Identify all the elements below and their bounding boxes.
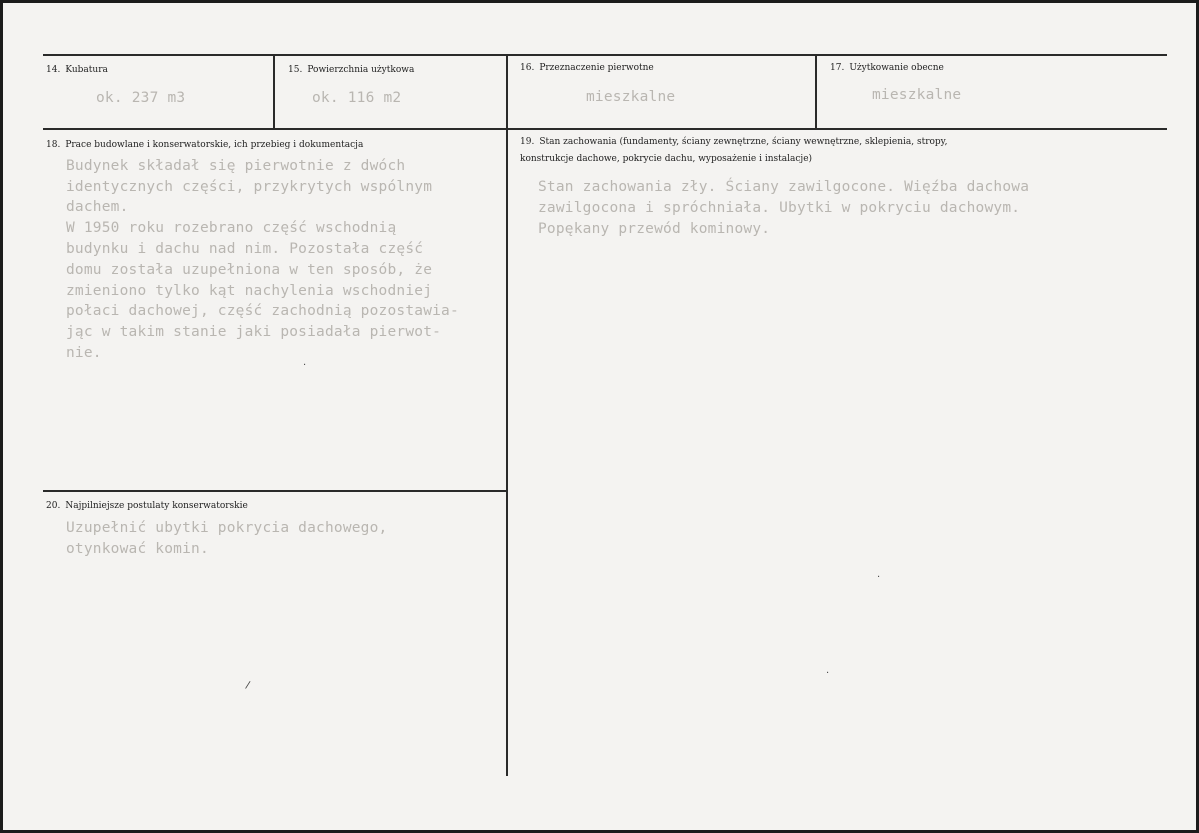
column-divider-2 xyxy=(506,55,508,776)
column-divider-3 xyxy=(815,55,817,129)
field-18-line: identycznych części, przykrytych wspólnym xyxy=(66,179,433,195)
field-19-label-line-2: konstrukcje dachowe, pokrycie dachu, wyposażenie i instalacje) xyxy=(520,154,813,164)
field-20-line: otynkować komin. xyxy=(66,541,209,557)
field-19-label xyxy=(520,134,1160,168)
row-divider xyxy=(43,128,1167,130)
field-19-line: Stan zachowania zły. Ściany zawilgocone. Więźba dachowa xyxy=(538,179,1030,195)
section-divider xyxy=(43,490,506,492)
field-20-line: Uzupełnić ubytki pokrycia dachowego, xyxy=(66,520,388,536)
field-18-line: nie. xyxy=(66,345,102,361)
field-18-label: 18. Prace budowlane i konserwatorskie, ich przebieg i dokumentacja xyxy=(46,140,364,150)
field-17-value: mieszkalne xyxy=(872,87,962,103)
field-18-line: budynku i dachu nad nim. Pozostała część xyxy=(66,241,424,257)
field-16-label: 16. Przeznaczenie pierwotne xyxy=(520,63,654,73)
field-18-line: zmieniono tylko kąt nachylenia wschodniej xyxy=(66,283,433,299)
field-17-label: 17. Użytkowanie obecne xyxy=(830,63,944,73)
pen-mark: / xyxy=(244,679,251,692)
field-15-label: 15. Powierzchnia użytkowa xyxy=(288,65,415,75)
stray-dot: · xyxy=(303,360,307,371)
field-18-line: połaci dachowej, część zachodnią pozostawia- xyxy=(66,303,459,319)
field-19-line: Popękany przewód kominowy. xyxy=(538,221,771,237)
field-20-label: 20. Najpilniejsze postulaty konserwatorskie xyxy=(46,501,248,511)
field-18-line: W 1950 roku rozebrano część wschodnią xyxy=(66,220,397,236)
field-19-line: zawilgocona i spróchniała. Ubytki w pokryciu dachowym. xyxy=(538,200,1021,216)
field-18-line: Budynek składał się pierwotnie z dwóch xyxy=(66,158,406,174)
field-18-line: dachem. xyxy=(66,199,129,215)
stray-dot: · xyxy=(826,668,830,679)
field-16-value: mieszkalne xyxy=(586,89,676,105)
field-18-line: jąc w takim stanie jaki posiadała pierwot- xyxy=(66,324,442,340)
column-divider-1 xyxy=(273,55,275,129)
top-rule xyxy=(43,54,1167,56)
stray-dot: · xyxy=(877,572,881,583)
field-19-label-line-1: 19. Stan zachowania (fundamenty, ściany zewnętrzne, ściany wewnętrzne, sklepienia, stropy, xyxy=(520,137,948,147)
field-14-label: 14. Kubatura xyxy=(46,65,108,75)
field-18-line: domu została uzupełniona w ten sposób, że xyxy=(66,262,433,278)
field-15-value: ok. 116 m2 xyxy=(312,90,402,106)
field-14-value: ok. 237 m3 xyxy=(96,90,186,106)
